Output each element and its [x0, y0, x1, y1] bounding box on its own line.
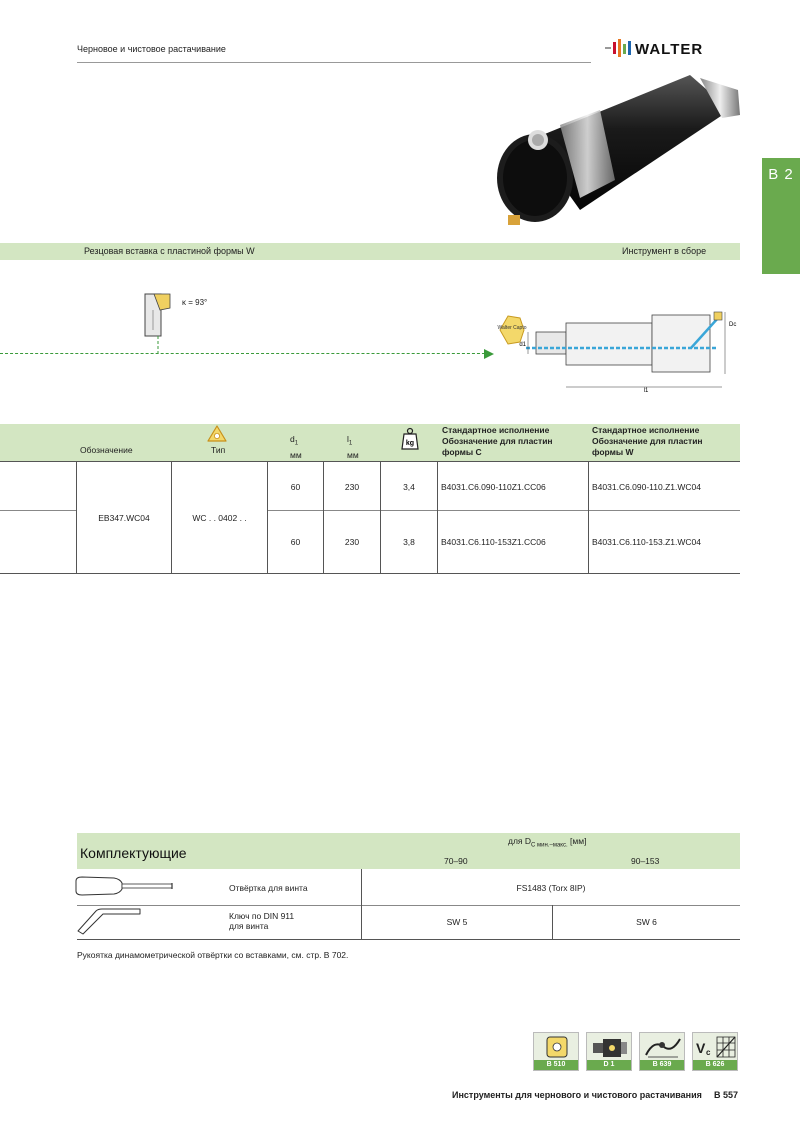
cell-weight: 3,4: [403, 482, 415, 492]
cell-d1: 60: [290, 482, 301, 492]
accessories-range-2: 90–153: [631, 856, 660, 866]
boring-tool-photo: [490, 70, 750, 235]
tool-ref-icon[interactable]: [586, 1032, 632, 1071]
table-rule: [267, 510, 740, 511]
footer-chapter-title: Инструменты для чернового и чистового растачивания: [452, 1090, 702, 1100]
col-header-d1: $d_1$ мм: [290, 434, 302, 460]
svg-text:V: V: [696, 1040, 706, 1056]
hex-key-value-2: SW 6: [636, 917, 657, 927]
screwdriver-label: Отвёртка для винта: [229, 883, 308, 893]
col-header-std-w: Стандартное исполнение Обозначение для пластин формы W: [592, 425, 703, 457]
table-col-divider: [588, 461, 589, 573]
cell-type: WC . . 0402 . .: [192, 513, 247, 523]
accessories-col-divider: [361, 869, 362, 939]
tool-assembly-drawing: [496, 290, 746, 395]
page-section-title: Черновое и чистовое растачивание: [77, 44, 226, 54]
hex-key-label: Ключ по DIN 911 для винта: [229, 911, 295, 931]
flow-dashed-line: [0, 353, 490, 354]
cutting-data-ref-label: B 626: [693, 1060, 737, 1070]
insert-ref-label: B 510: [534, 1060, 578, 1070]
table-col-divider: [437, 461, 438, 573]
accessories-range-label: для $D_{C мин.-макс.}$ [мм]: [508, 836, 587, 849]
table-col-divider: [323, 461, 324, 573]
accessories-rule: [77, 939, 740, 940]
accessories-rule: [77, 905, 740, 906]
hex-key-icon: [74, 905, 146, 935]
col-header-l1: $l_1$ мм: [347, 434, 359, 460]
cell-designation: EB347.WC04: [98, 513, 150, 523]
page-number: B 557: [714, 1090, 739, 1100]
dim-l1-label: l1: [643, 388, 649, 394]
table-rule: [0, 461, 740, 462]
insert-shape-icon: [207, 425, 227, 443]
reference-icons: [533, 1032, 743, 1072]
entering-angle-label: κ = 93°: [182, 298, 208, 307]
table-rule: [0, 573, 740, 574]
accessories-range-1: 70–90: [444, 856, 468, 866]
accessories-footnote: Рукоятка динамометрической отвёртки со вставками, см. стр. B 702.: [77, 950, 349, 960]
col-header-designation: Обозначение: [80, 445, 133, 455]
technical-ref-label: B 639: [640, 1060, 684, 1070]
cell-std-w: B4031.C6.110-153.Z1.WC04: [592, 537, 701, 547]
dim-dc-label: Dc: [729, 322, 737, 328]
section-tab: B 2: [762, 158, 800, 274]
insert-cartridge-label: Резцовая вставка с пластиной формы W: [84, 246, 255, 256]
capto-badge-text: Walter Capto: [497, 325, 527, 331]
screwdriver-icon: [74, 875, 178, 897]
tool-ref-label: D 1: [587, 1060, 631, 1070]
walter-logo: [605, 36, 745, 60]
insert-ref-icon[interactable]: [533, 1032, 579, 1071]
screwdriver-value: FS1483 (Torx 8IP): [516, 883, 586, 893]
cell-l1: 230: [344, 537, 360, 547]
technical-ref-icon[interactable]: [639, 1032, 685, 1071]
col-header-std-c: Стандартное исполнение Обозначение для пластин формы C: [442, 425, 553, 457]
cell-l1: 230: [344, 482, 360, 492]
diagram-header-bar: [0, 243, 740, 260]
hex-key-value-1: SW 5: [446, 917, 468, 927]
cutting-data-ref-icon[interactable]: [692, 1032, 738, 1071]
svg-text:c: c: [706, 1048, 711, 1057]
header-divider: [77, 62, 591, 63]
table-col-divider: [267, 461, 268, 573]
cell-std-c: B4031.C6.090-110Z1.CC06: [441, 482, 546, 492]
flow-arrow-icon: [484, 349, 494, 359]
assembled-tool-label: Инструмент в сборе: [622, 246, 707, 256]
cell-d1: 60: [290, 537, 301, 547]
col-header-type: Тип: [211, 445, 226, 455]
table-col-divider: [380, 461, 381, 573]
cell-weight: 3,8: [403, 537, 415, 547]
weight-icon-text: kg: [405, 440, 415, 447]
weight-icon: [401, 427, 419, 451]
dim-d1-label: d1: [519, 342, 526, 348]
table-rule: [0, 510, 77, 511]
logo-text: WALTER: [635, 41, 704, 58]
cell-std-w: B4031.C6.090-110.Z1.WC04: [592, 482, 701, 492]
cell-std-c: B4031.C6.110-153Z1.CC06: [441, 537, 546, 547]
accessories-title: Комплектующие: [80, 845, 187, 861]
